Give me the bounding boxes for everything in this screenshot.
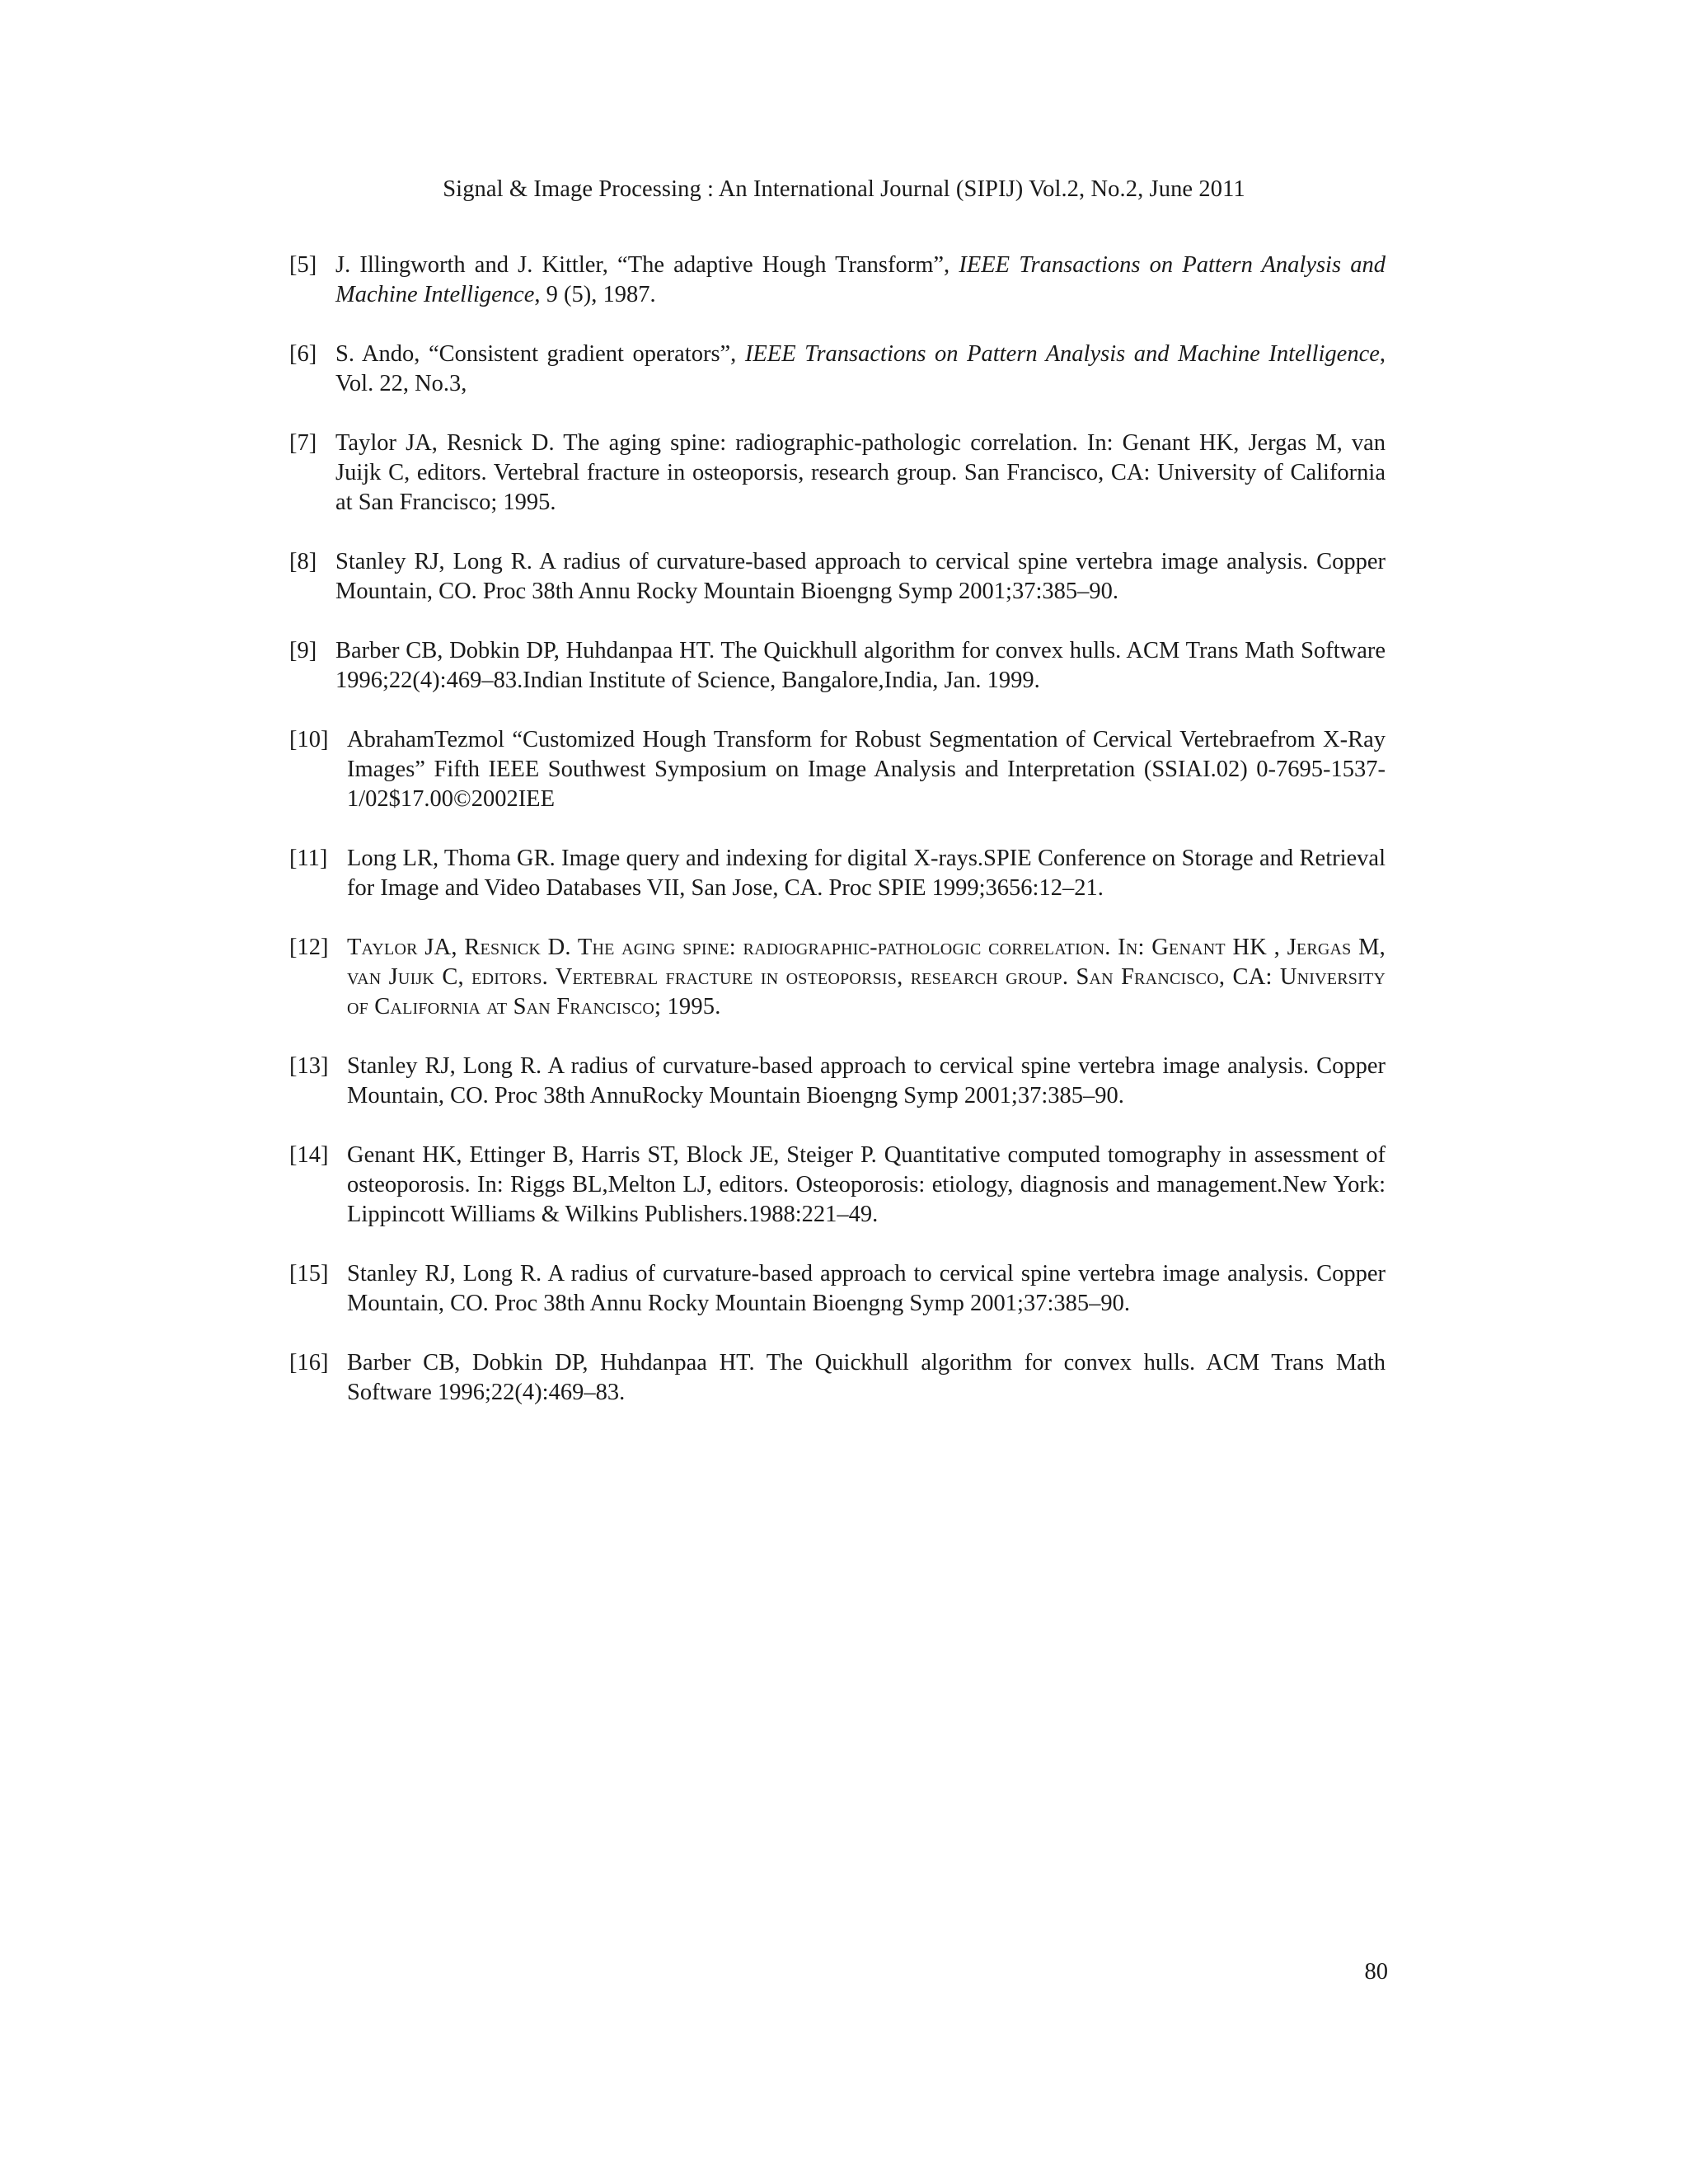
reference-item: [289, 1052, 1386, 1111]
reference-number: [14]: [289, 1142, 329, 1168]
reference-item: [289, 1259, 1386, 1319]
reference-item: [289, 636, 1386, 696]
page-number: 80: [1364, 1959, 1388, 1985]
reference-number: [12]: [289, 935, 329, 960]
reference-text: [335, 340, 1386, 399]
reference-number: [8]: [289, 549, 317, 574]
reference-number: [15]: [289, 1261, 329, 1286]
reference-number: [7]: [289, 430, 317, 456]
reference-item: [289, 429, 1386, 518]
reference-text: Stanley RJ, Long R. A radius of curvature-based approach to cervical spine vertebra image analysis. Copper Mountain, CO. Proc 38th Annu Rocky Mountain Bioengng Symp 2001;37:385–90.: [347, 1261, 1386, 1316]
running-header: Signal & Image Processing : An International Journal (SIPIJ) Vol.2, No.2, June 2011: [443, 176, 1245, 202]
reference-details: , Vol. 22, No.3,: [335, 341, 1386, 396]
reference-text: Barber CB, Dobkin DP, Huhdanpaa HT. The Quickhull algorithm for convex hulls. ACM Trans Math Software 1996;22(4):469–83.: [347, 1350, 1386, 1405]
reference-details: , 9 (5), 1987.: [534, 282, 656, 307]
reference-venue: IEEE Transactions on Pattern Analysis and Machine Intelligence: [335, 252, 1386, 307]
reference-text: Genant HK, Ettinger B, Harris ST, Block JE, Steiger P. Quantitative computed tomography in assessment of osteoporosis. In: Riggs BL,Melton LJ, editors. Osteoporosis: etiology, diagnosis and management.New York: Lippincott Williams & Wilkins Publishers.1988:221–49.: [347, 1142, 1386, 1227]
reference-text: [335, 251, 1386, 310]
reference-number: [6]: [289, 341, 317, 367]
reference-number: [11]: [289, 846, 328, 871]
reference-authors-title: S. Ando, “Consistent gradient operators”,: [335, 341, 737, 367]
reference-text: Stanley RJ, Long R. A radius of curvature-based approach to cervical spine vertebra image analysis. Copper Mountain, CO. Proc 38th AnnuRocky Mountain Bioengng Symp 2001;37:385–90.: [347, 1053, 1386, 1108]
reference-text: Stanley RJ, Long R. A radius of curvature-based approach to cervical spine vertebra image analysis. Copper Mountain, CO. Proc 38th Annu Rocky Mountain Bioengng Symp 2001;37:385–90.: [335, 549, 1386, 604]
reference-number: [9]: [289, 638, 317, 663]
reference-item: [289, 1141, 1386, 1230]
reference-item: [289, 251, 1386, 310]
reference-text: Long LR, Thoma GR. Image query and indexing for digital X-rays.SPIE Conference on Storage and Retrieval for Image and Video Databases VII, San Jose, CA. Proc SPIE 1999;3656:12–21.: [347, 846, 1386, 901]
reference-number: [10]: [289, 727, 329, 752]
reference-text: Taylor JA, Resnick D. The aging spine: radiographic-pathologic correlation. In: Genant HK, Jergas M, van Juijk C, editors. Vertebral fracture in osteoporsis, research group. San Francisco, CA: University of California at San Francisco; 1995.: [335, 430, 1386, 515]
reference-list: [289, 251, 1386, 1437]
reference-number: [16]: [289, 1350, 329, 1376]
reference-item: [289, 933, 1386, 1022]
reference-venue: IEEE Transactions on Pattern Analysis and Machine Intelligence: [744, 341, 1380, 367]
reference-number: [5]: [289, 252, 317, 278]
reference-item: [289, 547, 1386, 607]
reference-item: [289, 725, 1386, 814]
reference-item: [289, 1348, 1386, 1408]
reference-item: [289, 844, 1386, 903]
reference-text: AbrahamTezmol “Customized Hough Transform for Robust Segmentation of Cervical Vertebraefrom X-Ray Images” Fifth IEEE Southwest Symposium on Image Analysis and Interpretation (SSIAI.02) 0-7695-1537-1/02$17.00©2002IEE: [347, 727, 1386, 812]
reference-item: [289, 340, 1386, 399]
reference-text: Taylor JA, Resnick D. The aging spine: radiographic-pathologic correlation. In: Genant HK , Jergas M, van Juijk C, editors. Vertebral fracture in osteoporsis, research group. San Francisco, CA: University of California at San Francisco; 1995.: [347, 935, 1386, 1019]
reference-text: Barber CB, Dobkin DP, Huhdanpaa HT. The Quickhull algorithm for convex hulls. ACM Trans Math Software 1996;22(4):469–83.Indian Institute of Science, Bangalore,India, Jan. 1999.: [335, 638, 1386, 693]
reference-number: [13]: [289, 1053, 329, 1079]
reference-authors-title: J. Illingworth and J. Kittler, “The adaptive Hough Transform”,: [335, 252, 950, 278]
